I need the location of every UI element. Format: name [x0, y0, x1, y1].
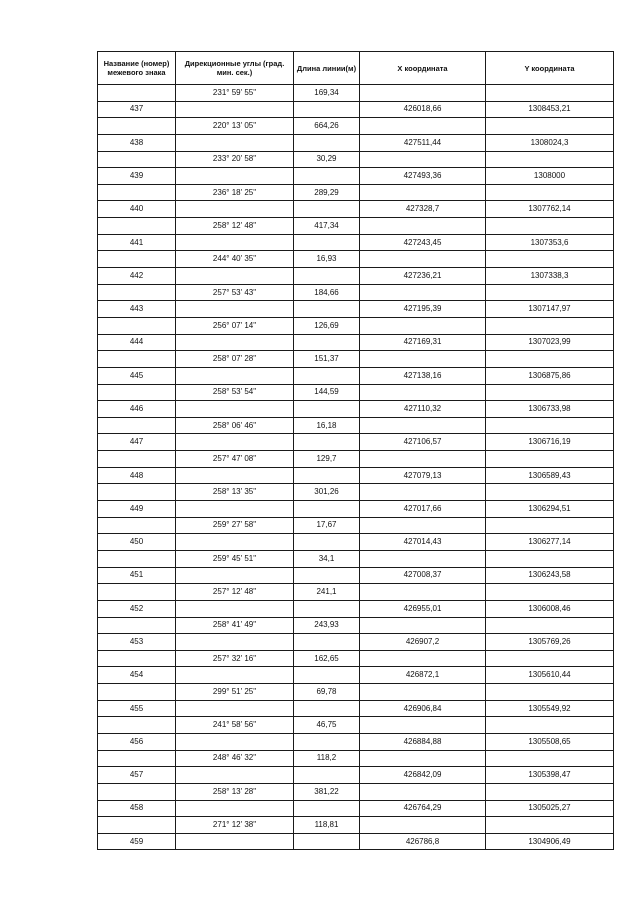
y-cell [486, 684, 614, 701]
name-cell: 457 [98, 767, 176, 784]
y-cell: 1308024,3 [486, 134, 614, 151]
table-row [98, 384, 614, 401]
angle-cell [176, 667, 294, 684]
length-cell [294, 201, 360, 218]
x-cell [360, 617, 486, 634]
angle-cell: 257° 47' 08" [176, 451, 294, 468]
table-row [98, 634, 614, 651]
y-cell: 1306277,14 [486, 534, 614, 551]
length-cell [294, 101, 360, 118]
y-cell: 1305508,65 [486, 733, 614, 750]
name-cell [98, 817, 176, 834]
x-cell [360, 817, 486, 834]
header-length: Длина линии(м) [294, 52, 360, 85]
angle-cell: 258° 06' 46" [176, 417, 294, 434]
name-cell [98, 783, 176, 800]
length-cell: 243,93 [294, 617, 360, 634]
x-cell: 427138,16 [360, 367, 486, 384]
x-cell: 427008,37 [360, 567, 486, 584]
angle-cell [176, 467, 294, 484]
x-cell: 426884,88 [360, 733, 486, 750]
name-cell: 459 [98, 833, 176, 850]
name-cell [98, 750, 176, 767]
table-row [98, 517, 614, 534]
length-cell: 144,59 [294, 384, 360, 401]
y-cell: 1305025,27 [486, 800, 614, 817]
angle-cell [176, 201, 294, 218]
x-cell [360, 750, 486, 767]
coordinates-table [97, 51, 614, 850]
y-cell [486, 650, 614, 667]
name-cell [98, 251, 176, 268]
table-row [98, 151, 614, 168]
length-cell: 118,81 [294, 817, 360, 834]
x-cell: 427106,57 [360, 434, 486, 451]
angle-cell [176, 168, 294, 185]
name-cell [98, 684, 176, 701]
angle-cell [176, 434, 294, 451]
angle-cell: 258° 53' 54" [176, 384, 294, 401]
length-cell [294, 534, 360, 551]
y-cell: 1307353,6 [486, 234, 614, 251]
y-cell: 1307338,3 [486, 268, 614, 285]
x-cell: 427169,31 [360, 334, 486, 351]
x-cell [360, 118, 486, 135]
length-cell [294, 234, 360, 251]
name-cell [98, 384, 176, 401]
y-cell [486, 317, 614, 334]
length-cell: 151,37 [294, 351, 360, 368]
y-cell [486, 584, 614, 601]
table-row [98, 501, 614, 518]
y-cell [486, 184, 614, 201]
table-row [98, 817, 614, 834]
x-cell: 427511,44 [360, 134, 486, 151]
x-cell: 427328,7 [360, 201, 486, 218]
header-x: X координата [360, 52, 486, 85]
angle-cell: 244° 40' 35" [176, 251, 294, 268]
table-row [98, 567, 614, 584]
name-cell: 442 [98, 268, 176, 285]
table-row [98, 268, 614, 285]
x-cell: 427195,39 [360, 301, 486, 318]
name-cell: 451 [98, 567, 176, 584]
x-cell [360, 218, 486, 235]
y-cell [486, 550, 614, 567]
length-cell [294, 401, 360, 418]
length-cell: 381,22 [294, 783, 360, 800]
x-cell: 426955,01 [360, 600, 486, 617]
name-cell: 454 [98, 667, 176, 684]
table-row [98, 617, 614, 634]
name-cell: 458 [98, 800, 176, 817]
x-cell [360, 517, 486, 534]
angle-cell: 236° 18' 25" [176, 184, 294, 201]
x-cell [360, 351, 486, 368]
table-row [98, 85, 614, 102]
angle-cell: 220° 13' 05" [176, 118, 294, 135]
table-row [98, 118, 614, 135]
y-cell [486, 85, 614, 102]
length-cell: 30,29 [294, 151, 360, 168]
length-cell: 289,29 [294, 184, 360, 201]
name-cell [98, 584, 176, 601]
x-cell [360, 650, 486, 667]
y-cell: 1306733,98 [486, 401, 614, 418]
y-cell [486, 717, 614, 734]
table-row [98, 184, 614, 201]
angle-cell [176, 367, 294, 384]
length-cell [294, 800, 360, 817]
name-cell [98, 118, 176, 135]
angle-cell: 231° 59' 55" [176, 85, 294, 102]
table-row [98, 800, 614, 817]
name-cell: 440 [98, 201, 176, 218]
y-cell: 1306008,46 [486, 600, 614, 617]
table-row [98, 684, 614, 701]
table-row [98, 650, 614, 667]
angle-cell [176, 101, 294, 118]
x-cell: 426764,29 [360, 800, 486, 817]
y-cell: 1305549,92 [486, 700, 614, 717]
length-cell: 162,65 [294, 650, 360, 667]
name-cell: 443 [98, 301, 176, 318]
table-row [98, 717, 614, 734]
length-cell: 417,34 [294, 218, 360, 235]
x-cell [360, 451, 486, 468]
y-cell: 1305610,44 [486, 667, 614, 684]
y-cell: 1308453,21 [486, 101, 614, 118]
angle-cell: 258° 07' 28" [176, 351, 294, 368]
y-cell: 1307023,99 [486, 334, 614, 351]
table-row [98, 101, 614, 118]
length-cell [294, 134, 360, 151]
x-cell [360, 184, 486, 201]
length-cell [294, 367, 360, 384]
y-cell: 1306875,86 [486, 367, 614, 384]
angle-cell [176, 334, 294, 351]
y-cell [486, 118, 614, 135]
name-cell: 438 [98, 134, 176, 151]
y-cell: 1306243,58 [486, 567, 614, 584]
angle-cell: 248° 46' 32" [176, 750, 294, 767]
x-cell [360, 717, 486, 734]
x-cell: 427493,36 [360, 168, 486, 185]
angle-cell: 256° 07' 14" [176, 317, 294, 334]
x-cell: 426842,09 [360, 767, 486, 784]
table-row [98, 284, 614, 301]
name-cell [98, 617, 176, 634]
table-row [98, 484, 614, 501]
angle-cell [176, 733, 294, 750]
header-angle: Дирекционные углы (град. мин. сек.) [176, 52, 294, 85]
angle-cell: 233° 20' 58" [176, 151, 294, 168]
table-row [98, 451, 614, 468]
table-row [98, 301, 614, 318]
y-cell [486, 451, 614, 468]
x-cell: 427110,32 [360, 401, 486, 418]
table-row [98, 467, 614, 484]
length-cell [294, 700, 360, 717]
name-cell: 445 [98, 367, 176, 384]
table-body [98, 85, 614, 850]
length-cell [294, 833, 360, 850]
length-cell: 241,1 [294, 584, 360, 601]
name-cell [98, 218, 176, 235]
y-cell [486, 484, 614, 501]
y-cell [486, 251, 614, 268]
name-cell [98, 284, 176, 301]
table-row [98, 251, 614, 268]
length-cell [294, 334, 360, 351]
angle-cell [176, 600, 294, 617]
y-cell [486, 417, 614, 434]
y-cell: 1306294,51 [486, 501, 614, 518]
y-cell: 1306589,43 [486, 467, 614, 484]
angle-cell: 258° 13' 28" [176, 783, 294, 800]
length-cell: 126,69 [294, 317, 360, 334]
length-cell [294, 634, 360, 651]
angle-cell: 241° 58' 56" [176, 717, 294, 734]
table-row [98, 783, 614, 800]
x-cell: 427243,45 [360, 234, 486, 251]
length-cell [294, 168, 360, 185]
x-cell [360, 384, 486, 401]
angle-cell [176, 634, 294, 651]
x-cell [360, 684, 486, 701]
angle-cell: 257° 12' 48" [176, 584, 294, 601]
y-cell: 1307762,14 [486, 201, 614, 218]
table-row [98, 234, 614, 251]
x-cell [360, 417, 486, 434]
x-cell [360, 783, 486, 800]
y-cell: 1308000 [486, 168, 614, 185]
name-cell: 447 [98, 434, 176, 451]
x-cell [360, 85, 486, 102]
length-cell: 129,7 [294, 451, 360, 468]
name-cell [98, 550, 176, 567]
table-header-row [98, 52, 614, 85]
length-cell: 169,34 [294, 85, 360, 102]
angle-cell [176, 401, 294, 418]
angle-cell: 257° 32' 16" [176, 650, 294, 667]
y-cell: 1307147,97 [486, 301, 614, 318]
angle-cell: 258° 41' 49" [176, 617, 294, 634]
name-cell: 448 [98, 467, 176, 484]
y-cell [486, 783, 614, 800]
y-cell: 1306716,19 [486, 434, 614, 451]
angle-cell [176, 234, 294, 251]
name-cell [98, 151, 176, 168]
x-cell: 426872,1 [360, 667, 486, 684]
angle-cell: 271° 12' 38" [176, 817, 294, 834]
angle-cell: 257° 53' 43" [176, 284, 294, 301]
angle-cell [176, 700, 294, 717]
angle-cell [176, 501, 294, 518]
angle-cell: 258° 12' 48" [176, 218, 294, 235]
x-cell [360, 550, 486, 567]
angle-cell: 258° 13' 35" [176, 484, 294, 501]
y-cell [486, 151, 614, 168]
length-cell [294, 301, 360, 318]
length-cell: 69,78 [294, 684, 360, 701]
x-cell: 427236,21 [360, 268, 486, 285]
length-cell [294, 467, 360, 484]
length-cell: 16,18 [294, 417, 360, 434]
length-cell: 118,2 [294, 750, 360, 767]
y-cell: 1305769,26 [486, 634, 614, 651]
name-cell: 456 [98, 733, 176, 750]
angle-cell: 259° 27' 58" [176, 517, 294, 534]
x-cell: 427014,43 [360, 534, 486, 551]
name-cell [98, 417, 176, 434]
angle-cell [176, 268, 294, 285]
angle-cell: 299° 51' 25" [176, 684, 294, 701]
angle-cell [176, 833, 294, 850]
y-cell: 1304906,49 [486, 833, 614, 850]
table-row [98, 317, 614, 334]
name-cell: 453 [98, 634, 176, 651]
table-row [98, 417, 614, 434]
table-row [98, 367, 614, 384]
angle-cell [176, 301, 294, 318]
name-cell [98, 517, 176, 534]
length-cell [294, 434, 360, 451]
name-cell: 439 [98, 168, 176, 185]
name-cell: 441 [98, 234, 176, 251]
table-row [98, 584, 614, 601]
angle-cell [176, 800, 294, 817]
x-cell [360, 284, 486, 301]
length-cell: 664,26 [294, 118, 360, 135]
table-row [98, 667, 614, 684]
x-cell [360, 484, 486, 501]
x-cell: 426906,84 [360, 700, 486, 717]
table-row [98, 168, 614, 185]
x-cell: 426018,66 [360, 101, 486, 118]
angle-cell: 259° 45' 51" [176, 550, 294, 567]
y-cell [486, 351, 614, 368]
name-cell [98, 717, 176, 734]
angle-cell [176, 567, 294, 584]
length-cell [294, 567, 360, 584]
name-cell: 452 [98, 600, 176, 617]
name-cell [98, 85, 176, 102]
name-cell: 437 [98, 101, 176, 118]
table-row [98, 351, 614, 368]
name-cell: 444 [98, 334, 176, 351]
y-cell [486, 517, 614, 534]
table-row [98, 750, 614, 767]
length-cell: 16,93 [294, 251, 360, 268]
table-row [98, 218, 614, 235]
table-row [98, 201, 614, 218]
y-cell [486, 384, 614, 401]
name-cell [98, 650, 176, 667]
name-cell: 450 [98, 534, 176, 551]
x-cell [360, 584, 486, 601]
table-row [98, 767, 614, 784]
y-cell [486, 750, 614, 767]
name-cell: 446 [98, 401, 176, 418]
table-row [98, 401, 614, 418]
angle-cell [176, 134, 294, 151]
x-cell: 427079,13 [360, 467, 486, 484]
x-cell: 427017,66 [360, 501, 486, 518]
x-cell [360, 251, 486, 268]
table-row [98, 134, 614, 151]
length-cell [294, 767, 360, 784]
length-cell: 34,1 [294, 550, 360, 567]
length-cell [294, 600, 360, 617]
x-cell: 426907,2 [360, 634, 486, 651]
angle-cell [176, 534, 294, 551]
length-cell: 17,67 [294, 517, 360, 534]
x-cell [360, 151, 486, 168]
name-cell [98, 484, 176, 501]
length-cell [294, 667, 360, 684]
length-cell: 184,66 [294, 284, 360, 301]
table-row [98, 700, 614, 717]
length-cell [294, 733, 360, 750]
table-row [98, 434, 614, 451]
table-row [98, 550, 614, 567]
name-cell: 455 [98, 700, 176, 717]
name-cell [98, 451, 176, 468]
length-cell: 46,75 [294, 717, 360, 734]
table-row [98, 600, 614, 617]
name-cell [98, 351, 176, 368]
x-cell: 426786,8 [360, 833, 486, 850]
table-row [98, 534, 614, 551]
length-cell [294, 268, 360, 285]
y-cell [486, 218, 614, 235]
header-name: Название (номер) межевого знака [98, 52, 176, 85]
name-cell: 449 [98, 501, 176, 518]
y-cell [486, 617, 614, 634]
angle-cell [176, 767, 294, 784]
length-cell [294, 501, 360, 518]
table-row [98, 733, 614, 750]
name-cell [98, 317, 176, 334]
y-cell [486, 817, 614, 834]
header-y: Y координата [486, 52, 614, 85]
x-cell [360, 317, 486, 334]
length-cell: 301,26 [294, 484, 360, 501]
name-cell [98, 184, 176, 201]
table-row [98, 833, 614, 850]
y-cell [486, 284, 614, 301]
y-cell: 1305398,47 [486, 767, 614, 784]
table-row [98, 334, 614, 351]
